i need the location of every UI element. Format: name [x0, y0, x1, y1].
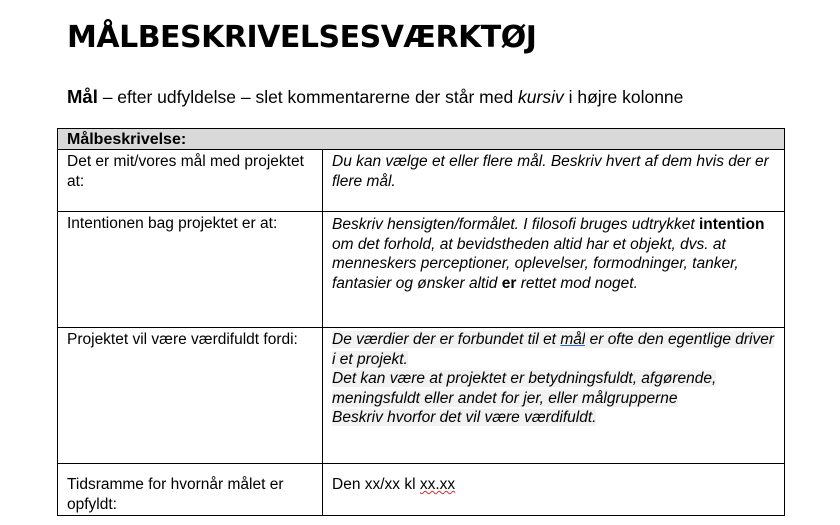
row-label[interactable]: Det er mit/vores mål med projektet at: — [58, 150, 323, 212]
row-label[interactable]: Tidsramme for hvornår målet er opfyldt: — [58, 464, 323, 516]
table-row — [58, 212, 785, 328]
intention-text-1: Beskriv hensigten/formålet. I filosofi bruges udtrykket — [332, 216, 699, 233]
value-text-2: er ofte den egentlige driver i et projekt. — [332, 331, 774, 368]
value-text-1: De værdier der er forbundet til et — [332, 331, 561, 348]
table-row — [58, 328, 785, 464]
table-row — [58, 150, 785, 212]
table-header: Målbeskrivelse: — [58, 129, 785, 150]
row-comment[interactable] — [323, 328, 785, 464]
page-title: MÅLBESKRIVELSESVÆRKTØJ — [67, 20, 537, 55]
deadline-text: Den xx/xx kl — [332, 476, 420, 493]
instruction-text — [67, 86, 683, 108]
intention-text-3: rettet mod noget. — [516, 274, 638, 292]
row-value[interactable] — [323, 464, 785, 516]
row-label[interactable]: Projektet vil være værdifuldt fordi: — [58, 328, 323, 464]
row-comment[interactable]: Du kan vælge et eller flere mål. Beskriv hvert af dem hvis der er flere mål. — [323, 150, 785, 212]
value-text-3: Det kan være at projektet er betydningsfuldt, afgørende, meningsfuldt eller andet for jer, eller målgrupperne — [332, 370, 717, 407]
value-underlined-word: mål — [560, 331, 586, 348]
intention-bold-1: intention — [699, 216, 765, 233]
intention-bold-2: er — [501, 274, 517, 292]
value-text-4: Beskriv hvorfor det vil være værdifuldt. — [332, 409, 597, 426]
subtitle-bold: Mål — [67, 86, 98, 107]
table-row — [58, 464, 785, 516]
row-label[interactable]: Intentionen bag projektet er at: — [58, 212, 323, 328]
row-comment[interactable] — [323, 212, 785, 328]
goal-description-table — [57, 128, 785, 516]
table-header-row — [58, 129, 785, 150]
subtitle-text-1: – efter udfyldelse – slet kommentarerne der står med — [97, 87, 519, 107]
subtitle-italic: kursiv — [518, 87, 564, 107]
subtitle-text-2: i højre kolonne — [563, 87, 684, 107]
deadline-time: xx.xx — [419, 476, 456, 493]
intention-text-2: om det forhold, at bevidstheden altid har et objekt, dvs. at menneskers perceptioner, oplevelser, formodninger, tanker, fantasier og ønsker altid — [332, 235, 739, 292]
